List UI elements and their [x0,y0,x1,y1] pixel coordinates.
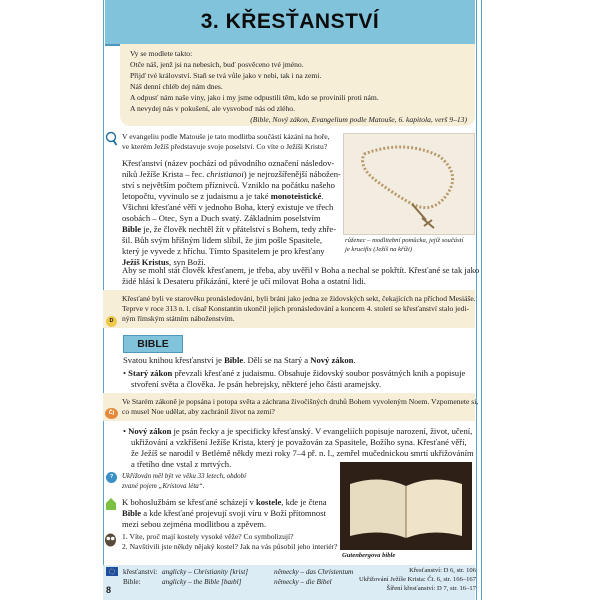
old-testament-line: • Starý zákon převzali křesťané z judaismu. Obsahuje židovský soubor posvátných knih a popisuje [123,368,466,378]
old-testament-line: stvoření světa a člověka. Je psán hebrejsky, některé jeho části aramejsky. [131,379,382,389]
chapter-title: 3. KŘESŤANSTVÍ [200,10,380,33]
belief-line: Bible je, že člověk nechtěl žít v přátelství s Bohem, tedy zhře- [122,224,337,234]
right-margin-line-2 [481,0,482,600]
prayer-line: Náš denní chléb dej nám dnes. [130,82,223,91]
new-testament-line: a třetího dne vstal z mrtvých. [131,459,232,469]
belief-line: šil. Bůh svým hříšným lidem slíbil, že jim pošle Spasitele, [122,235,323,245]
baptism-line: Aby se mohl stát člověk křesťanem, je třeba, aby uvěřil v Boha a nechal se pokřtít. Křesťané se tak jako [122,265,480,275]
prayer-box [120,44,475,126]
footer-term: Bible: [123,578,141,586]
question-intro-line: V evangeliu podle Matouše je tato modlitba součástí kázání na hoře, [122,132,330,141]
question-line: 2. Navštívili jste někdy nějaký kostel? Jak na vás působil jeho interiér? [122,542,338,551]
aside-badge: ? [106,472,117,483]
footer-term: křesťanství: [123,568,158,576]
baptism-line: židé hlásí k Desateru přikázání, které je učí milovat Boha a ostatní lidi. [122,276,366,286]
bible-heading: BIBLE [123,335,183,353]
church-line: Bible a kde křesťané projevují svoji víru v Boží přítomnost [122,508,326,518]
belief-line: osobách – Otec, Syn a Duch svatý. Základním poselstvím [122,213,321,223]
new-testament-line: • Nový zákon je psán řecky a je specificky křesťanský. V evangeliích popisuje narození, život, učení, [123,426,473,436]
new-testament-line: že Ježíš se narodil v Betlémě někdy mezi roky 7–4 př. n. l., zemřel mučednickou smrtí ukřižováním [131,448,474,458]
footer-reference: Šíření křesťanství: D 7, str. 16–17 [386,585,476,592]
footer-german: německy – die Bibel [274,578,332,586]
gutenberg-bible-photo [340,462,472,550]
prayer-line: Vy se modlete takto: [130,49,193,58]
footer-reference: Ukřižování Ježíše Krista: Čt. 6, str. 166–167 [358,576,476,583]
prayer-line: A odpusť nám naše viny, jako i my jsme odpustili těm, kdo se provinili proti nám. [130,93,379,102]
page-number: 8 [106,585,112,595]
prayer-source: (Bible, Nový zákon, Evangelium podle Matouše, 6. kapitola, verš 9–13) [250,115,467,124]
footer-reference: Křesťanství: D 6, str. 106 [409,567,476,574]
church-icon [105,497,117,511]
history-badge: D [106,316,117,327]
owl-icon [104,532,117,547]
prayer-line: Přijď tvé království. Staň se tvá vůle jako v nebi, tak i na zemi. [130,71,322,80]
aside-line: zvané pojem „Kristova léta“. [122,482,205,490]
question-line: 1. Víte, proč mají kostely vysoké věže? Co symbolizují? [122,532,294,541]
noah-line: Ve Starém zákoně je popsána i potopa světa a záchrana živočišných druhů Bohem vyvoleným Noem. Vzpomenete si, [122,397,479,406]
eu-flag-icon [106,567,118,576]
noah-badge: Čj [105,408,118,419]
rosary-caption-line: je krucifix (Ježíš na kříži) [345,246,413,253]
prayer-line: Otče náš, jenž jsi na nebesích, buď posvěceno tvé jméno. [130,60,304,69]
church-line: mezi sebou zejména modlitbou a zpěvem. [122,519,267,529]
intro-line: letopočtu, vyvinulo se z judaismu a je také monoteistické. [122,191,324,201]
footer-german: německy – das Christentum [274,568,354,576]
history-line: Teprve v roce 313 n. l. císař Konstantin ukončil jejich pronásledování a koncem 4. století se křesťanství stalo jedi- [122,304,470,313]
noah-line: co musel Noe udělat, aby zachránil život na zemi? [122,407,275,416]
church-line: K bohoslužbám se křesťané scházejí v kostele, kde je čtena [122,497,327,507]
rosary-caption-line: růženec – modlitební pomůcka, jejíž součástí [345,237,464,244]
bible-intro: Svatou knihou křesťanství je Bible. Dělí se na Starý a Nový zákon. [123,355,356,365]
chapter-header [105,0,475,46]
belief-line: který je vyvede z hříchu. Tímto Spasitelem je pro křesťany [122,246,325,256]
footer-english: anglicky – Christianity [krist] [162,568,249,576]
gutenberg-caption: Gutenbergova bible [342,552,396,559]
right-margin-line [476,0,477,600]
history-line: ným římským státním náboženstvím. [122,314,235,323]
intro-line: Křesťanství (název pochází od původního označení následov- [122,158,335,168]
belief-line: Všichni křesťané věří v jednoho Boha, který existuje ve třech [122,202,334,212]
prayer-line: A nevydej nás v pokušení, ale vysvoboď nás od zlého. [130,104,295,113]
question-intro-line: ve kterém Ježíš představuje svoje poselství. Co víte o Ježíši Kristu? [122,142,328,151]
new-testament-line: ukřižování a vzkříšení Ježíše Krista, který je považován za Spasitele, Božího syna. Křesťané věří, [131,437,467,447]
belief-line: Ježíš Kristus, syn Boží. [122,257,206,267]
footer-english: anglicky – the Bible [baɪbl] [162,578,242,586]
magnifier-icon [104,131,118,147]
history-line: Křesťané byli ve starověku pronásledováni, byli bráni jako jedna ze židovských sekt, čekajících na příchod Mesiáše. [122,294,476,303]
rosary-photo [343,133,475,235]
intro-line: ství s největším počtem příznivců. Vzniklo na počátku našeho [122,180,335,190]
aside-line: Ukřižován měl být ve věku 33 letech, období [122,472,247,480]
intro-line: níků Ježíše Krista – řec. christianoi) je nejrozšířenější nábožen- [122,169,341,179]
